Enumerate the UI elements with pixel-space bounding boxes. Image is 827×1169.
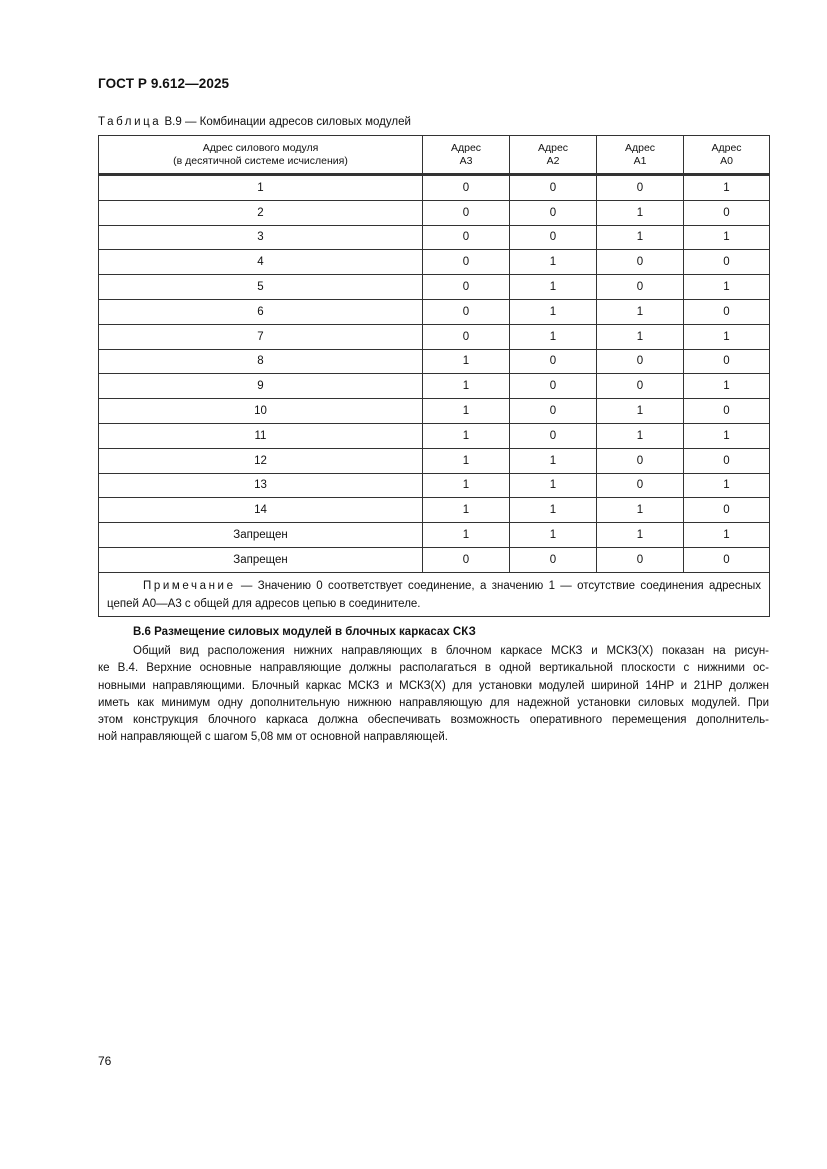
table-row (99, 448, 770, 473)
address-bit-cell: 0 (684, 399, 770, 424)
page-number: 76 (98, 1054, 112, 1068)
address-bit-cell: 1 (423, 473, 510, 498)
paragraph-line: ке В.4. Верхние основные направляющие должны располагаться в одной вертикальной плоскости с нижними ос- (98, 662, 769, 675)
address-bit-cell: 0 (597, 547, 684, 572)
address-bit-cell: 1 (597, 200, 684, 225)
column-header-address-bit: Адрес А1 (597, 136, 684, 175)
address-bit-cell: 1 (423, 423, 510, 448)
table-row (99, 225, 770, 250)
table-row (99, 498, 770, 523)
address-bit-cell: 1 (684, 275, 770, 300)
table-note-row (99, 572, 770, 616)
address-bit-cell: 0 (597, 448, 684, 473)
table-row (99, 299, 770, 324)
address-bit-cell: 0 (597, 275, 684, 300)
table-row (99, 423, 770, 448)
module-address-cell: 14 (99, 498, 423, 523)
table-row (99, 547, 770, 572)
address-bit-cell: 0 (510, 399, 597, 424)
address-bit-cell: 1 (510, 473, 597, 498)
address-bit-cell: 1 (597, 324, 684, 349)
paragraph-line: этом конструкция блочного каркаса должна обеспечивать возможность оперативного перемещения дополнитель- (98, 714, 769, 727)
address-bit-cell: 0 (510, 423, 597, 448)
address-bit-cell: 1 (510, 448, 597, 473)
module-address-cell: 4 (99, 250, 423, 275)
address-bit-cell: 1 (684, 473, 770, 498)
address-bit-cell: 1 (597, 399, 684, 424)
section-paragraph (98, 643, 769, 747)
address-bit-cell: 0 (684, 547, 770, 572)
address-bit-cell: 1 (510, 498, 597, 523)
address-bit-cell: 1 (684, 423, 770, 448)
address-bit-cell: 1 (510, 250, 597, 275)
module-address-cell: 3 (99, 225, 423, 250)
column-header-address-bit: Адрес А2 (510, 136, 597, 175)
address-bit-cell: 0 (423, 250, 510, 275)
module-address-cell: 6 (99, 299, 423, 324)
module-address-cell: 1 (99, 176, 423, 201)
address-bit-cell: 0 (684, 200, 770, 225)
address-bit-cell: 0 (684, 299, 770, 324)
address-bit-cell: 0 (423, 176, 510, 201)
address-bit-cell: 1 (684, 225, 770, 250)
address-bit-cell: 1 (423, 448, 510, 473)
address-bit-cell: 1 (423, 349, 510, 374)
table-row (99, 250, 770, 275)
address-bit-cell: 0 (423, 225, 510, 250)
address-bit-cell: 1 (684, 324, 770, 349)
address-bit-cell: 0 (423, 547, 510, 572)
paragraph-line: Общий вид расположения нижних направляющих в блочном каркасе МСКЗ и МСКЗ(X) показан на рисун- (133, 645, 769, 657)
address-table (98, 135, 770, 617)
paragraph-line: иметь как минимум одну дополнительную нижнюю направляющую для надежной установки силовых модулей. При (98, 696, 769, 709)
address-bit-cell: 1 (510, 324, 597, 349)
section-title: В.6 Размещение силовых модулей в блочных каркасах СКЗ (133, 626, 476, 638)
address-bit-cell: 0 (510, 176, 597, 201)
table-row (99, 200, 770, 225)
address-bit-cell: 1 (423, 498, 510, 523)
address-bit-cell: 0 (510, 374, 597, 399)
address-bit-cell: 0 (597, 176, 684, 201)
address-bit-cell: 0 (684, 448, 770, 473)
address-bit-cell: 1 (597, 423, 684, 448)
address-bit-cell: 0 (423, 275, 510, 300)
table-row (99, 374, 770, 399)
address-bit-cell: 1 (510, 523, 597, 548)
table-caption (98, 116, 411, 128)
address-bit-cell: 1 (597, 523, 684, 548)
table-row (99, 275, 770, 300)
table-note (99, 572, 770, 616)
address-bit-cell: 1 (684, 176, 770, 201)
address-bit-cell: 0 (423, 200, 510, 225)
module-address-cell: 9 (99, 374, 423, 399)
document-header: ГОСТ Р 9.612—2025 (98, 76, 230, 91)
address-bit-cell: 0 (597, 349, 684, 374)
address-bit-cell: 1 (423, 523, 510, 548)
address-bit-cell: 0 (423, 324, 510, 349)
module-address-cell: 13 (99, 473, 423, 498)
table-row (99, 176, 770, 201)
address-bit-cell: 0 (597, 374, 684, 399)
address-bit-cell: 0 (684, 349, 770, 374)
address-bit-cell: 1 (423, 374, 510, 399)
module-address-cell: 10 (99, 399, 423, 424)
address-bit-cell: 1 (597, 299, 684, 324)
address-bit-cell: 0 (510, 349, 597, 374)
note-label: Примечание (143, 579, 236, 592)
address-bit-cell: 0 (423, 299, 510, 324)
table-row (99, 473, 770, 498)
note-text: — Значению 0 соответствует соединение, а значению 1 — отсутствие соединения адресных цепей А0—А3 с общей для адресов цепью в соединителе. (107, 579, 761, 610)
module-address-cell: Запрещен (99, 547, 423, 572)
address-bit-cell: 0 (597, 250, 684, 275)
column-header-address-bit: Адрес А3 (423, 136, 510, 175)
module-address-cell: 8 (99, 349, 423, 374)
module-address-cell: 7 (99, 324, 423, 349)
table-row (99, 349, 770, 374)
module-address-cell: 5 (99, 275, 423, 300)
address-bit-cell: 1 (423, 399, 510, 424)
address-bit-cell: 0 (510, 225, 597, 250)
module-address-cell: 11 (99, 423, 423, 448)
address-bit-cell: 1 (684, 374, 770, 399)
module-address-cell: 2 (99, 200, 423, 225)
paragraph-line: ной направляющей с шагом 5,08 мм от основной направляющей. (98, 731, 448, 744)
address-bit-cell: 0 (684, 498, 770, 523)
address-bit-cell: 1 (597, 498, 684, 523)
table-header-row (99, 136, 770, 175)
module-address-cell: Запрещен (99, 523, 423, 548)
address-bit-cell: 1 (510, 299, 597, 324)
table-row (99, 324, 770, 349)
address-bit-cell: 1 (597, 225, 684, 250)
table-body (99, 174, 770, 616)
column-header-address-bit: Адрес А0 (684, 136, 770, 175)
address-bit-cell: 0 (510, 200, 597, 225)
column-header-module-address: Адрес силового модуля (в десятичной системе исчисления) (99, 136, 423, 175)
address-bit-cell: 0 (597, 473, 684, 498)
module-address-cell: 12 (99, 448, 423, 473)
address-bit-cell: 0 (510, 547, 597, 572)
table-caption-text: В.9 — Комбинации адресов силовых модулей (161, 116, 411, 128)
address-bit-cell: 0 (684, 250, 770, 275)
table-row (99, 399, 770, 424)
table-row (99, 523, 770, 548)
paragraph-line: новными направляющими. Блочный каркас МСКЗ и МСКЗ(X) для установки модулей шириной 14HP и 21HP должен (98, 679, 769, 692)
address-bit-cell: 1 (510, 275, 597, 300)
address-bit-cell: 1 (684, 523, 770, 548)
table-caption-label: Таблица (98, 116, 162, 128)
